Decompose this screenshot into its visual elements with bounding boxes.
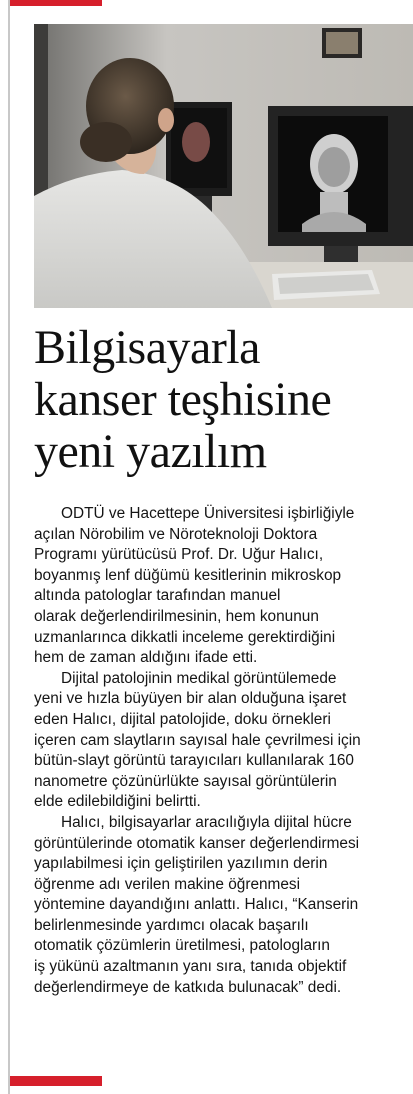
headline-line: Bilgisayarla xyxy=(34,321,260,374)
article-headline xyxy=(34,322,412,478)
text-line: otomatik çözümlerin üretilmesi, patologların xyxy=(34,937,330,955)
text-line: yöntemine dayandığını anlattı. Halıcı, “Kanserin xyxy=(34,896,359,914)
text-line: olarak değerlendirilmesinin, hem konunun xyxy=(34,607,319,625)
text-line: hem de zaman aldığını ifade etti. xyxy=(34,649,258,667)
text-line: değerlendirmeye de katkıda bulunacak” dedi. xyxy=(34,978,342,996)
text-line: görüntülerinde otomatik kanser değerlendirmesi xyxy=(34,834,360,852)
article-paragraph xyxy=(34,669,412,813)
text-line: yapılabilmesi için geliştirilen yazılımın derin xyxy=(34,855,328,873)
text-line: altında patologlar tarafından manuel xyxy=(34,587,281,605)
text-line: Programı yürütücüsü Prof. Dr. Uğur Halıcı, xyxy=(34,546,324,564)
text-line: Halıcı, bilgisayarlar aracılığıyla dijital hücre xyxy=(61,813,352,831)
text-line: boyanmış lenf düğümü kesitlerinin mikroskop xyxy=(34,566,342,584)
article-photo xyxy=(34,24,413,308)
text-line: açılan Nörobilim ve Nöroteknoloji Doktora xyxy=(34,525,318,543)
text-line: nanometre çözünürlükte sayısal görüntülerin xyxy=(34,772,337,790)
text-line: öğrenme adı verilen makine öğrenmesi xyxy=(34,875,301,893)
text-line: belirlenmesinde yardımcı olacak başarılı xyxy=(34,916,309,934)
text-line: ODTÜ ve Hacettepe Üniversitesi işbirliğiyle xyxy=(61,505,355,522)
text-line: eden Halıcı, dijital patolojide, doku örnekleri xyxy=(34,710,331,728)
text-line: uzmanlarınca dikkatli inceleme gerektirdiğini xyxy=(34,628,336,646)
text-line: bütün-slayt görüntü tarayıcıları kullanılarak 160 xyxy=(34,752,354,770)
headline-line: yeni yazılım xyxy=(34,425,267,478)
article-body xyxy=(34,504,412,998)
text-line: elde edilebildiğini belirtti. xyxy=(34,793,201,811)
bottom-accent-bar xyxy=(10,1076,102,1086)
text-line: Dijital patolojinin medikal görüntülemede xyxy=(61,669,337,687)
headline-line: kanser teşhisine xyxy=(34,373,332,426)
text-line: yeni ve hızla büyüyen bir alan olduğuna işaret xyxy=(34,690,347,708)
column-rule xyxy=(8,0,10,1094)
top-accent-bar xyxy=(10,0,102,6)
text-line: içeren cam slaytların sayısal hale çevrilmesi için xyxy=(34,731,361,749)
article-paragraph xyxy=(34,813,412,998)
article-paragraph xyxy=(34,504,412,669)
text-line: iş yükünü azaltmanın yanı sıra, tanıda objektif xyxy=(34,958,347,976)
